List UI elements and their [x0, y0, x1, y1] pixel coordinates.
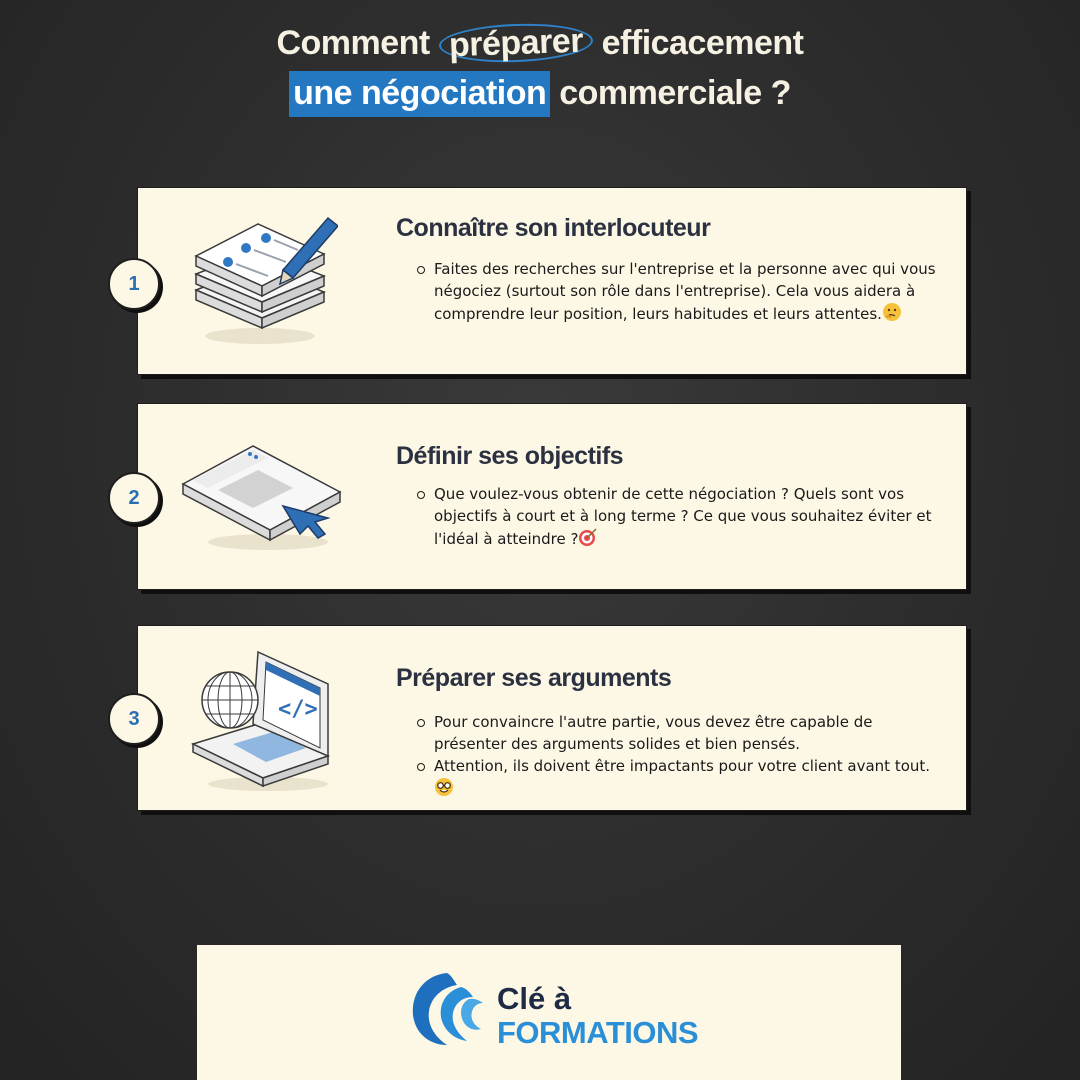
brand-name-line1: Clé à: [497, 981, 572, 1016]
bullet-item: [434, 258, 944, 325]
title-word-commerciale: commerciale ?: [559, 74, 791, 112]
nerd-face-emoji: [434, 777, 454, 797]
bullet-text: Pour convaincre l'autre partie, vous devez être capable de présenter des arguments solides et bien pensés.: [434, 713, 873, 753]
bullet-item: [434, 483, 944, 550]
title-line-1: [0, 18, 1080, 68]
page-title: [0, 18, 1080, 118]
step-bullets: [434, 711, 944, 800]
brand-name-line2: FORMATIONS: [497, 1015, 699, 1050]
title-highlight: une négociation: [289, 71, 550, 117]
step-bullets: [434, 483, 944, 550]
step-number-1: 1: [108, 258, 160, 310]
laptop-globe-code-icon: [188, 644, 348, 794]
step-title: Définir ses objectifs: [396, 442, 624, 470]
thinking-face-emoji: [882, 302, 902, 322]
step-number-2: 2: [108, 472, 160, 524]
bullet-text: Faites des recherches sur l'entreprise et la personne avec qui vous négociez (surtout son rôle dans l'entreprise). Cela vous aidera à comprendre leur position, leurs habitudes et leurs attentes.: [434, 260, 936, 323]
step-card-1: [137, 187, 967, 375]
documents-pen-icon: [188, 208, 338, 348]
bullet-text: Que voulez-vous obtenir de cette négociation ? Quels sont vos objectifs à court et à long terme ? Ce que vous souhaitez éviter et l'idéal à atteindre ?: [434, 485, 932, 548]
svg-text:</>: </>: [278, 697, 318, 722]
title-circled-word: préparer: [438, 21, 593, 64]
bullet-item: [434, 755, 944, 800]
step-title: Connaître son interlocuteur: [396, 214, 711, 242]
bullet-text: Attention, ils doivent être impactants pour votre client avant tout.: [434, 757, 931, 775]
step-title: Préparer ses arguments: [396, 664, 672, 692]
step-bullets: [434, 258, 944, 325]
step-card-2: [137, 403, 967, 590]
footer-brand: [197, 945, 901, 1080]
step-number-3: 3: [108, 693, 160, 745]
bullet-item: [434, 711, 944, 755]
step-card-3: [137, 625, 967, 811]
target-emoji: [578, 527, 598, 547]
wave-bird-logo: [407, 969, 487, 1049]
title-word-comment: Comment: [276, 24, 430, 62]
browser-cursor-icon: [178, 434, 348, 554]
title-line-2: [0, 68, 1080, 118]
title-word-efficacement: efficacement: [601, 24, 804, 62]
